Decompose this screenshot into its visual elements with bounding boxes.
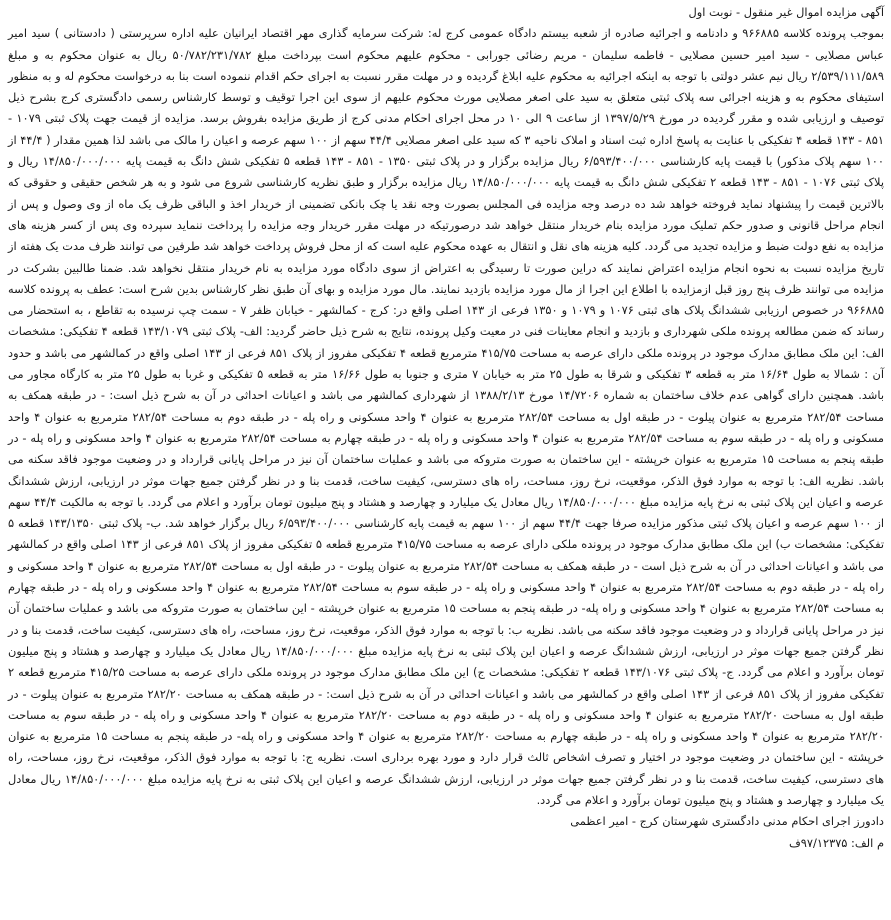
notice-signature: دادورز اجرای احکام مدنی دادگستری شهرستان کرج - امیر اعظمی [570, 814, 884, 829]
auction-notice [8, 2, 884, 854]
notice-body: بموجب پرونده کلاسه ۹۶۶۸۸۵ و دادنامه و اجرائیه صادره از شعبه بیستم دادگاه عمومی کرج له: شرکت سرمایه گذاری مهر اقتصاد ایرانیان علیه اداره سرپرستی ( دادستانی ) سید امیر عباس مصلایی - سید امیر حسین مصلایی - فاطمه سلیمان - مریم رضائی جورابی - محکوم علیهم محکوم است بپرداخت مبلغ ۵۰/۷۸۲/۲۳۱/۷۸۲ ریال به عنوان محکوم به و مبلغ ۲/۵۳۹/۱۱۱/۵۸۹ ریال نیم عشر دولتی با توجه به اینکه اجرائیه به محکوم علیه ابلاغ گردیده و در مهلت مقرر نسبت به اجرای حکم اقدام ننموده است بنا به درخواست محکوم له و به منظور استیفای محکوم به و هزینه اجرائی سه پلاک ثبتی متعلق به سید علی اصغر مصلایی مورث محکوم علیهم از سوی این اجرا توقیف و توسط کارشناس رسمی دادگستری کرج بشرح ذیل توصیف و ارزیابی شده و مقرر گردیده در مورخ ۱۳۹۷/۵/۲۹ از ساعت ۹ الی ۱۰ در محل اجرای احکام مدنی کرج از طریق مزایده بفروش برسد. مزایده از قیمت جهت پلاک ثبتی ۱۰۷۹ - ۸۵۱ - ۱۴۳ قطعه ۴ تفکیکی با عنایت به پاسخ اداره ثبت اسناد و املاک ناحیه ۳ که سید علی اصغر مصلایی ۴۴/۴ سهم از ۱۰۰ سهم عرصه و اعیان را مالک می باشد لذا همین مقدار ( ۴۴/۴ از ۱۰۰ سهم پلاک مذکور) با قیمت پایه کارشناسی ۶/۵۹۳/۴۰۰/۰۰۰ ریال مزایده برگزار و در پلاک ثبتی ۱۳۵۰ - ۸۵۱ - ۱۴۳ قطعه ۵ تفکیکی شش دانگ به قیمت پایه ۱۴/۸۵۰/۰۰۰/۰۰۰ ریال و پلاک ثبتی ۱۰۷۶ - ۸۵۱ - ۱۴۳ قطعه ۲ تفکیکی شش دانگ به قیمت پایه ۱۴/۸۵۰/۰۰۰/۰۰۰ ریال مزایده برگزار و طبق نظریه کارشناسی شروع می شود و به هر شخص حقیقی و حقوقی که بالاترین قیمت را پیشنهاد نماید فروخته خواهد شد ده درصد وجه مزایده فی المجلس بصورت وجه نقد یا چک بانکی تضمینی از خریدار اخذ و الباقی ظرف یک ماه از وی وصول و پس از انجام مراحل قانونی و صدور حکم تملیک مورد مزایده بنام خریدار منتقل خواهد شد درصورتیکه در مهلت مقرر خریدار وجه مزایده را پرداخت ننماید سپرده وی پس از کسر هزینه های مزایده به نفع دولت ضبط و مزایده تجدید می گردد. کلیه هزینه های نقل و انتقال به عهده محکوم علیه است که از محل فروش پرداخت خواهد شد طرفین می توانند ظرف مدت یک هفته از تاریخ مزایده نسبت به نحوه انجام مزایده اعتراض نمایند که دراین صورت تا رسیدگی به اعتراض از سوی دادگاه مورد مزایده به نام خریدار منتقل نخواهد شد. ضمنا طالبین بشرکت در مزایده می توانند ظرف پنج روز قبل ازمزایده با اطلاع این اجرا از مال مورد مزایده بازدید نمایند. مال مورد مزایده و بهای آن طبق نظر کارشناس بدین شرح است: عطف به پرونده کلاسه ۹۶۶۸۸۵ در خصوص ارزیابی ششدانگ پلاک های ثبتی ۱۰۷۶ و ۱۰۷۹ و ۱۳۵۰ فرعی از ۱۴۳ اصلی واقع در: کرج - کمالشهر - خیابان ظفر ۷ - سمت چپ نرسیده به تقاطع ، به استحضار می رساند که ضمن مطالعه پرونده ملکی شهرداری و بازدید و انجام معاینات فنی در معیت وکیل پرونده، نتایج به شرح ذیل حاضر گردید: الف- پلاک ثبتی ۱۴۳/۱۰۷۹ قطعه ۴ تفکیکی: مشخصات الف: این ملک مطابق مدارک موجود در پرونده ملکی دارای عرصه به مساحت ۴۱۵/۷۵ مترمربع قطعه ۴ تفکیکی مفروز از پلاک ۸۵۱ فرعی از ۱۴۳ اصلی واقع در کمالشهر می باشد و حدود آن : شمالا به طول ۱۶/۶۴ متر به قطعه ۳ تفکیکی و شرقا به طول ۲۵ متر به خیابان ۷ متری و جنوبا به طول ۱۶/۶۶ متر به قطعه ۵ تفکیکی و غربا به طول ۲۵ متر به کارگاه مجاور می باشد. همچنین دارای گواهی عدم خلاف ساختمان به شماره ۱۴/۷۲۰۶ مورخ ۱۳۸۸/۲/۱۳ از شهرداری کمالشهر می باشد و اعیانات احداثی در آن به شرح ذیل است: - در طبقه همکف به مساحت ۲۸۲/۵۴ مترمربع به عنوان پیلوت - در طبقه اول به مساحت ۲۸۲/۵۴ مترمربع به عنوان ۴ واحد مسکونی و راه پله - در طبقه دوم به مساحت ۲۸۲/۵۴ مترمربع به عنوان ۴ واحد مسکونی و راه پله - در طبقه سوم به مساحت ۲۸۲/۵۴ مترمربع به عنوان ۴ واحد مسکونی و راه پله - در طبقه چهارم به مساحت ۲۸۲/۵۴ مترمربع به عنوان ۴ واحد مسکونی و راه پله - در طبقه پنجم به مساحت ۱۵ مترمربع به عنوان خرپشته - این ساختمان به صورت متروکه می باشد و عملیات ساختمان آن نیز در مراحل پایانی قرارداد و در وضعیت موجود فاقد سکنه می باشد. نظریه الف: با توجه به موارد فوق الذکر، موقعیت، نرخ روز، مساحت، راه های دسترسی، کیفیت ساخت، قدمت بنا و در نظر گرفتن جمیع جهات موثر در ارزیابی، ارزش ششدانگ عرصه و اعیان این پلاک ثبتی به نرخ پایه مزایده مبلغ ۱۴/۸۵۰/۰۰۰/۰۰۰ ریال معادل یک میلیارد و چهارصد و هشتاد و پنج میلیون تومان برآورد و اعلام می گردد. با توجه به مالکیت ۴۴/۴ سهم از ۱۰۰ سهم عرصه و اعیان پلاک ثبتی مذکور مزایده صرفا جهت ۴۴/۴ سهم از ۱۰۰ سهم به قیمت پایه کارشناسی ۶/۵۹۳/۴۰۰/۰۰۰ ریال برگزار خواهد شد. ب- پلاک ثبتی ۱۴۳/۱۳۵۰ قطعه ۵ تفکیکی: مشخصات ب) این ملک مطابق مدارک موجود در پرونده ملکی دارای عرصه به مساحت ۴۱۵/۷۵ مترمربع قطعه ۵ تفکیکی مفروز از پلاک ۸۵۱ فرعی از ۱۴۳ اصلی واقع در کمالشهر می باشد و اعیانات احداثی در آن به شرح ذیل است - در طبقه همکف به مساحت ۲۸۲/۵۴ مترمربع به عنوان پیلوت - در طبقه اول به مساحت ۲۸۲/۵۴ مترمربع به عنوان ۴ واحد مسکونی و راه پله - در طبقه دوم به مساحت ۲۸۲/۵۴ مترمربع به عنوان ۴ واحد مسکونی و راه پله - در طبقه سوم به مساحت ۲۸۲/۵۴ مترمربع به عنوان ۴ واحد مسکونی و راه پله - در طبقه چهارم به مساحت ۲۸۲/۵۴ مترمربع به عنوان ۴ واحد مسکونی و راه پله- در طبقه پنجم به مساحت ۱۵ مترمربع به عنوان خرپشته - این ساختمان به صورت متروکه می باشد و عملیات ساختمان آن نیز در مراحل پایانی قرارداد و در وضعیت موجود فاقد سکنه می باشد. نظریه ب: با توجه به موارد فوق الذکر، موقعیت، نرخ روز، مساحت، راه های دسترسی، کیفیت ساخت، قدمت بنا و در نظر گرفتن جمیع جهات موثر در ارزیابی، ارزش ششدانگ عرصه و اعیان این پلاک ثبتی به نرخ پایه مزایده مبلغ ۱۴/۸۵۰/۰۰۰/۰۰۰ ریال معادل یک میلیارد و چهارصد و هشتاد و پنج میلیون تومان برآورد و اعلام می گردد. ج- پلاک ثبتی ۱۴۳/۱۰۷۶ قطعه ۲ تفکیکی: مشخصات ج) این ملک مطابق مدارک موجود در پرونده ملکی دارای عرصه به مساحت ۴۱۵/۲۵ مترمربع قطعه ۲ تفکیکی مفروز از پلاک ۸۵۱ فرعی از ۱۴۳ اصلی واقع در کمالشهر می باشد و اعیانات احداثی در آن به شرح ذیل است: - در طبقه همکف به مساحت ۲۸۲/۲۰ مترمربع به عنوان پیلوت - در طبقه اول به مساحت ۲۸۲/۲۰ مترمربع به عنوان ۴ واحد مسکونی و راه پله - در طبقه دوم به مساحت ۲۸۲/۲۰ مترمربع به عنوان ۴ واحد مسکونی و راه پله - در طبقه سوم به مساحت ۲۸۲/۲۰ مترمربع به عنوان ۴ واحد مسکونی و راه پله - در طبقه چهارم به مساحت ۲۸۲/۲۰ مترمربع به عنوان ۴ واحد مسکونی و راه پله- در طبقه پنجم به مساحت ۱۵ مترمربع به عنوان خرپشته - این ساختمان در وضعیت موجود در اختیار و تصرف اشخاص ثالث قرار دارد و مورد بهره برداری است. نظریه ج: با توجه به موارد فوق الذکر، موقعیت، نرخ روز، مساحت، راه های دسترسی، کیفیت ساخت، قدمت بنا و در نظر گرفتن جمیع جهات موثر در ارزیابی، ارزش ششدانگ عرصه و اعیان این پلاک ثبتی به نرخ پایه مزایده مبلغ ۱۴/۸۵۰/۰۰۰/۰۰۰ ریال معادل یک میلیارد و چهارصد و هشتاد و پنج میلیون تومان برآورد و اعلام می گردد. [8, 26, 885, 807]
notice-title: آگهی مزایده اموال غیر منقول - نوبت اول [688, 5, 884, 19]
notice-reference: م الف: ۹۷/۱۲۳۷۵ف [788, 835, 884, 850]
